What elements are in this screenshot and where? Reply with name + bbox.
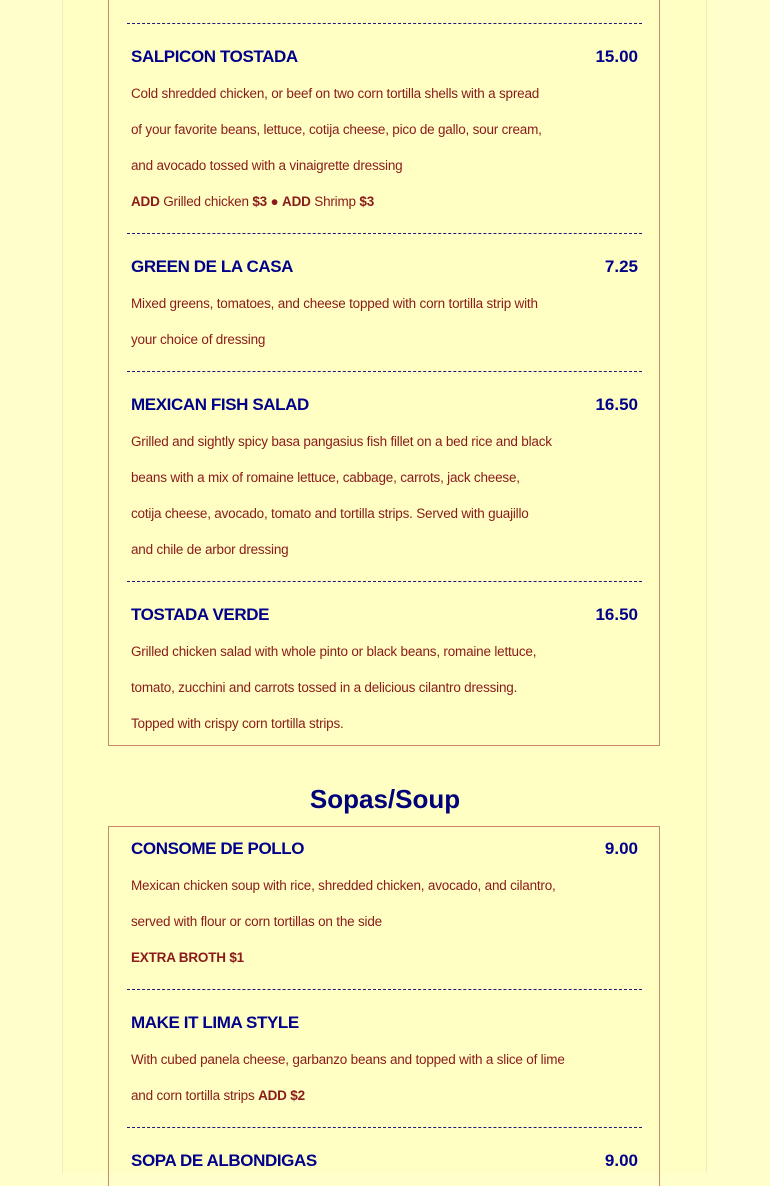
item-separator (127, 989, 642, 990)
item-separator (127, 1127, 642, 1128)
description-line: of your favorite beans, lettuce, cotija cheese, pico de gallo, sour cream, (131, 122, 542, 137)
description-line: With cubed panela cheese, garbanzo beans and topped with a slice of lime (131, 1052, 565, 1067)
description-line: Grilled chicken salad with whole pinto or black beans, romaine lettuce, (131, 644, 537, 659)
addon-price: $3 (252, 194, 267, 209)
description-line: cotija cheese, avocado, tomato and tortilla strips. Served with guajillo (131, 506, 529, 521)
description-text: and corn tortilla strips (131, 1088, 255, 1103)
item-description-consome-de-pollo (131, 868, 571, 976)
item-price-green-de-la-casa: 7.25 (604, 257, 638, 276)
description-line: beans with a mix of romaine lettuce, cabbage, carrots, jack cheese, (131, 470, 520, 485)
addon-price: $3 (359, 194, 375, 209)
item-separator (127, 371, 642, 372)
item-price-salpicon-tostada: 15.00 (595, 47, 638, 66)
description-line (131, 1078, 571, 1114)
description-line: Mixed greens, tomatoes, and cheese topped with corn tortilla strip with (131, 296, 538, 311)
item-separator (127, 23, 642, 24)
description-line: and chile de arbor dressing (131, 542, 289, 557)
description-line: served with flour or corn tortillas on the side (131, 914, 382, 929)
item-description-salpicon-tostada (131, 76, 571, 220)
description-line: tomato, zucchini and carrots tossed in a delicious cilantro dressing. (131, 680, 518, 695)
item-description-green-de-la-casa (131, 286, 571, 358)
item-description-mexican-fish-salad (131, 424, 571, 568)
description-line: Mexican chicken soup with rice, shredded chicken, avocado, and cilantro, (131, 878, 556, 893)
item-name-mexican-fish-salad: MEXICAN FISH SALAD (131, 395, 309, 414)
item-description-tostada-verde (131, 634, 571, 742)
item-name-green-de-la-casa: GREEN DE LA CASA (131, 257, 294, 276)
addon-item: Shrimp (314, 194, 356, 209)
item-name-make-it-lima-style: MAKE IT LIMA STYLE (131, 1013, 299, 1032)
description-line: Cold shredded chicken, or beef on two corn tortilla shells with a spread (131, 86, 540, 101)
item-price-consome-de-pollo: 9.00 (604, 839, 638, 858)
item-description-make-it-lima-style (131, 1042, 571, 1114)
addon-item: Grilled chicken (163, 194, 249, 209)
item-price-mexican-fish-salad: 16.50 (595, 395, 638, 414)
item-separator (127, 581, 642, 582)
item-name-salpicon-tostada: SALPICON TOSTADA (131, 47, 298, 66)
addons-line (131, 184, 571, 220)
section-title-soup: Sopas/Soup (309, 784, 461, 814)
item-name-sopa-de-albondigas: SOPA DE ALBONDIGAS (131, 1151, 317, 1170)
description-line: and avocado tossed with a vinaigrette dressing (131, 158, 403, 173)
add-label: ADD (282, 194, 311, 209)
item-separator (127, 233, 642, 234)
description-line: Grilled and sightly spicy basa pangasius fish fillet on a bed rice and black (131, 434, 552, 449)
extra-broth-addon: EXTRA BROTH $1 (131, 950, 244, 965)
description-line: Topped with crispy corn tortilla strips. (131, 716, 344, 731)
item-price-sopa-de-albondigas: 9.00 (604, 1151, 638, 1170)
description-line: your choice of dressing (131, 332, 266, 347)
item-name-consome-de-pollo: CONSOME DE POLLO (131, 839, 305, 858)
item-name-tostada-verde: TOSTADA VERDE (131, 605, 270, 624)
item-price-tostada-verde: 16.50 (595, 605, 638, 624)
bullet-separator: ● (270, 194, 279, 209)
add-price-label: ADD $2 (258, 1088, 305, 1103)
add-label: ADD (131, 194, 160, 209)
